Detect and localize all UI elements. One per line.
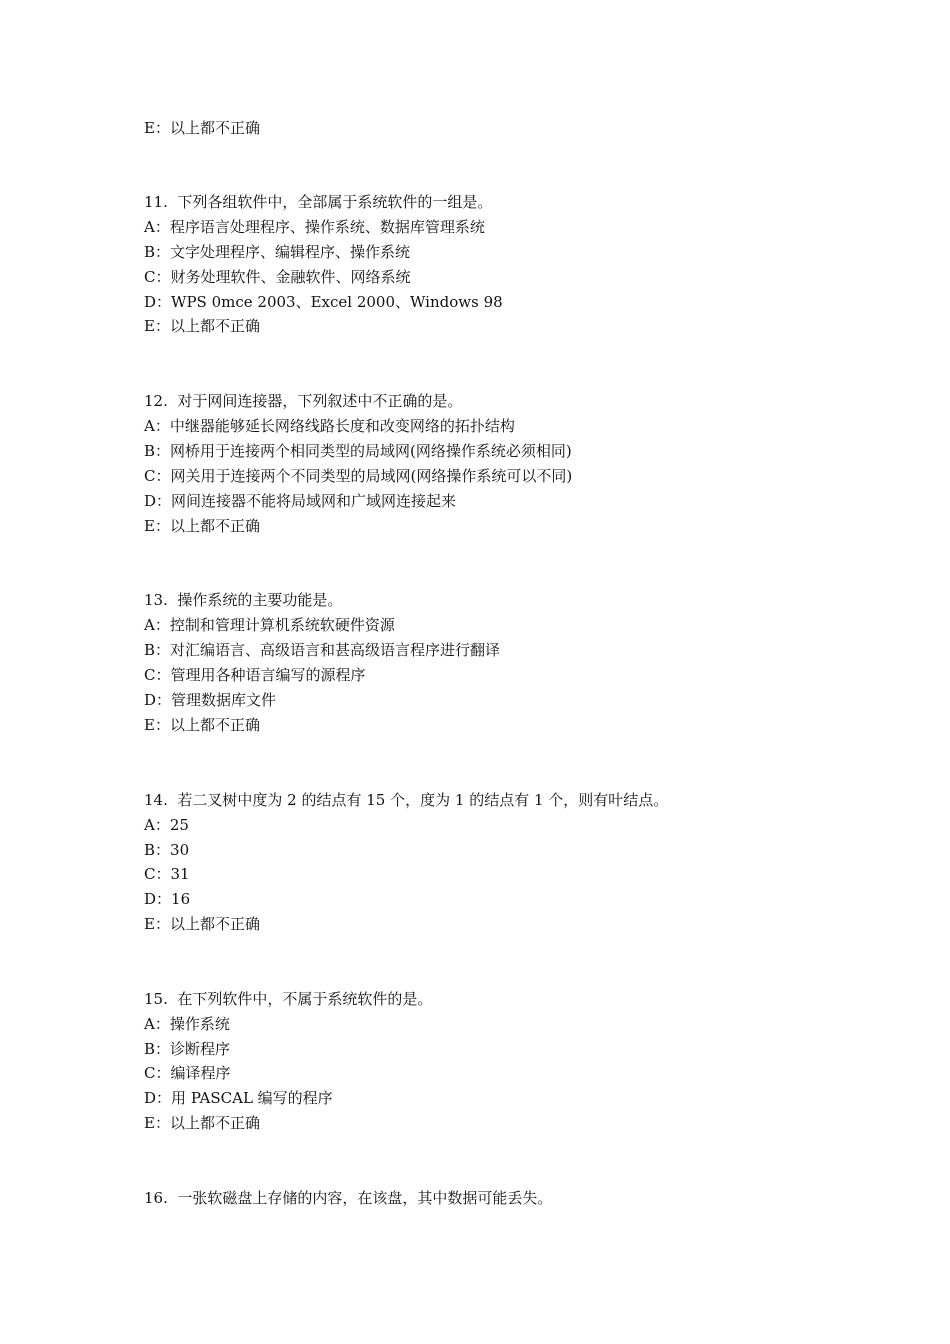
question-14-option-e: [144, 914, 260, 934]
carryover-option-e: [144, 118, 260, 138]
question-15-option-e: [144, 1113, 260, 1133]
question-14-stem: [144, 790, 668, 810]
question-12-option-a: [144, 416, 515, 436]
question-number: 12.: [144, 392, 168, 410]
question-14-option-b: [144, 840, 189, 860]
option-separator: ：: [154, 716, 170, 734]
question-number: 15.: [144, 990, 168, 1008]
option-text: 文字处理程序、编辑程序、操作系统: [170, 243, 411, 261]
option-letter: B: [144, 243, 156, 261]
question-text: 若二叉树中度为 2 的结点有 15 个，度为 1 的结点有 1 个，则有叶结点。: [177, 791, 669, 809]
option-text: 管理数据库文件: [171, 691, 277, 709]
option-letter: D: [144, 293, 157, 311]
option-letter: E: [144, 517, 155, 535]
question-text: 一张软磁盘上存储的内容，在该盘，其中数据可能丢失。: [177, 1189, 553, 1207]
option-separator: ：: [154, 119, 170, 137]
question-12-option-d: [144, 491, 456, 511]
option-text: 以上都不正确: [169, 317, 260, 335]
question-13-option-b: [144, 640, 500, 660]
question-number: 11.: [144, 193, 168, 211]
question-11-option-a: [144, 217, 485, 237]
question-12-option-e: [144, 516, 260, 536]
option-separator: ：: [155, 268, 171, 286]
option-letter: B: [144, 641, 156, 659]
option-separator: ：: [156, 890, 172, 908]
option-text: 以上都不正确: [169, 1114, 260, 1132]
option-separator: ：: [155, 841, 171, 859]
option-separator: ：: [156, 293, 172, 311]
option-separator: ：: [156, 1089, 172, 1107]
option-letter: B: [144, 442, 156, 460]
question-11-option-c: [144, 267, 411, 287]
question-16-stem: [144, 1188, 552, 1208]
option-text: 以上都不正确: [169, 716, 260, 734]
option-text: 16: [171, 890, 191, 908]
option-text: 以上都不正确: [169, 517, 260, 535]
option-separator: ：: [154, 417, 170, 435]
question-14-option-d: [144, 889, 190, 909]
question-13-option-d: [144, 690, 276, 710]
option-text: 管理用各种语言编写的源程序: [170, 666, 366, 684]
option-text: 财务处理软件、金融软件、网络系统: [170, 268, 411, 286]
option-text: 以上都不正确: [169, 119, 260, 137]
question-15-stem: [144, 989, 432, 1009]
option-separator: ：: [155, 1064, 171, 1082]
question-number: 14.: [144, 791, 168, 809]
question-13-stem: [144, 590, 342, 610]
option-letter: C: [144, 865, 156, 883]
option-text: 诊断程序: [170, 1040, 231, 1058]
option-text: 程序语言处理程序、操作系统、数据库管理系统: [169, 218, 485, 236]
option-letter: E: [144, 915, 155, 933]
question-15-option-b: [144, 1039, 230, 1059]
option-letter: A: [144, 816, 155, 834]
option-separator: ：: [155, 666, 171, 684]
option-letter: E: [144, 317, 155, 335]
question-13-option-e: [144, 715, 260, 735]
option-text: 用 PASCAL 编写的程序: [171, 1089, 333, 1107]
question-text: 操作系统的主要功能是。: [177, 591, 343, 609]
option-separator: ：: [154, 317, 170, 335]
option-separator: ：: [154, 616, 170, 634]
question-11-option-b: [144, 242, 410, 262]
option-text: 网关用于连接两个不同类型的局域网(网络操作系统可以不同): [170, 467, 573, 485]
option-separator: ：: [155, 641, 171, 659]
option-letter: A: [144, 1015, 155, 1033]
option-text: 以上都不正确: [169, 915, 260, 933]
question-12-option-c: [144, 466, 572, 486]
question-11-option-e: [144, 316, 260, 336]
question-13-option-a: [144, 615, 395, 635]
option-letter: C: [144, 467, 156, 485]
option-text: 31: [170, 865, 190, 883]
option-letter: E: [144, 1114, 155, 1132]
option-text: 中继器能够延长网络线路长度和改变网络的拓扑结构: [169, 417, 515, 435]
question-12-option-b: [144, 441, 572, 461]
question-14-option-a: [144, 815, 189, 835]
question-15-option-c: [144, 1063, 231, 1083]
option-separator: ：: [156, 492, 172, 510]
option-separator: ：: [154, 915, 170, 933]
option-letter: C: [144, 268, 156, 286]
question-13-option-c: [144, 665, 366, 685]
option-letter: E: [144, 716, 155, 734]
option-separator: ：: [154, 1114, 170, 1132]
option-separator: ：: [155, 1040, 171, 1058]
option-letter: C: [144, 666, 156, 684]
option-separator: ：: [155, 243, 171, 261]
option-letter: A: [144, 417, 155, 435]
option-separator: ：: [155, 865, 171, 883]
option-separator: ：: [154, 816, 170, 834]
question-number: 13.: [144, 591, 168, 609]
option-separator: ：: [156, 691, 172, 709]
question-11-stem: [144, 192, 492, 212]
question-text: 在下列软件中，不属于系统软件的是。: [177, 990, 433, 1008]
option-letter: D: [144, 1089, 157, 1107]
question-number: 16.: [144, 1189, 168, 1207]
option-letter: D: [144, 492, 157, 510]
question-11-option-d: [144, 292, 503, 312]
option-text: 操作系统: [169, 1015, 230, 1033]
question-14-option-c: [144, 864, 190, 884]
option-separator: ：: [154, 218, 170, 236]
question-15-option-a: [144, 1014, 230, 1034]
option-text: 25: [169, 816, 189, 834]
question-12-stem: [144, 391, 462, 411]
option-text: 对汇编语言、高级语言和甚高级语言程序进行翻译: [170, 641, 501, 659]
option-text: 30: [170, 841, 190, 859]
option-letter: E: [144, 119, 155, 137]
option-text: WPS 0mce 2003、Excel 2000、Windows 98: [171, 293, 503, 311]
option-text: 网桥用于连接两个相同类型的局域网(网络操作系统必须相同): [170, 442, 572, 460]
option-separator: ：: [155, 442, 171, 460]
option-letter: B: [144, 841, 156, 859]
option-separator: ：: [154, 1015, 170, 1033]
option-separator: ：: [155, 467, 171, 485]
option-letter: D: [144, 691, 157, 709]
question-15-option-d: [144, 1088, 333, 1108]
option-letter: C: [144, 1064, 156, 1082]
option-separator: ：: [154, 517, 170, 535]
option-text: 控制和管理计算机系统软硬件资源: [169, 616, 395, 634]
question-text: 对于网间连接器，下列叙述中不正确的是。: [177, 392, 463, 410]
option-letter: A: [144, 616, 155, 634]
option-text: 编译程序: [170, 1064, 231, 1082]
option-letter: D: [144, 890, 157, 908]
question-text: 下列各组软件中，全部属于系统软件的一组是。: [177, 193, 493, 211]
option-letter: B: [144, 1040, 156, 1058]
option-text: 网间连接器不能将局域网和广域网连接起来: [171, 492, 457, 510]
option-letter: A: [144, 218, 155, 236]
